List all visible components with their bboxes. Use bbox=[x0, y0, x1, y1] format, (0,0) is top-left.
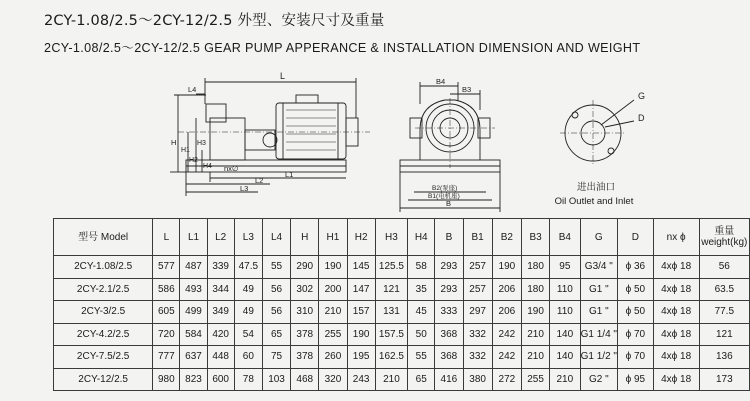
header-B: B bbox=[435, 219, 463, 256]
pump-body bbox=[210, 118, 245, 160]
value-cell: 103 bbox=[262, 368, 290, 391]
header-D: D bbox=[618, 219, 654, 256]
value-cell: 980 bbox=[153, 368, 180, 391]
label-B1-note: B1(电机座) bbox=[428, 193, 460, 200]
label-L4: L4 bbox=[188, 85, 197, 94]
value-cell: 77.5 bbox=[699, 301, 749, 324]
value-cell: G2 " bbox=[580, 368, 618, 391]
value-cell: 255 bbox=[522, 368, 550, 391]
value-cell: 293 bbox=[435, 278, 463, 301]
label-H3: H3 bbox=[197, 140, 206, 147]
value-cell: 586 bbox=[153, 278, 180, 301]
dimension-table bbox=[53, 218, 750, 391]
value-cell: 378 bbox=[291, 323, 319, 346]
value-cell: 110 bbox=[550, 278, 580, 301]
label-L: L bbox=[280, 71, 286, 81]
value-cell: 162.5 bbox=[375, 346, 407, 369]
value-cell: 56 bbox=[262, 278, 290, 301]
value-cell: 55 bbox=[408, 346, 435, 369]
label-B: B bbox=[446, 199, 452, 208]
value-cell: 147 bbox=[347, 278, 375, 301]
value-cell: 4xϕ 18 bbox=[653, 278, 699, 301]
value-cell: 210 bbox=[375, 368, 407, 391]
value-cell: 65 bbox=[408, 368, 435, 391]
header-H: H bbox=[291, 219, 319, 256]
value-cell: 349 bbox=[207, 301, 234, 324]
header-B4: B4 bbox=[550, 219, 580, 256]
header-L1: L1 bbox=[180, 219, 207, 256]
label-H4: H4 bbox=[203, 163, 212, 170]
value-cell: 35 bbox=[408, 278, 435, 301]
value-cell: 272 bbox=[492, 368, 521, 391]
value-cell: 468 bbox=[291, 368, 319, 391]
value-cell: 190 bbox=[319, 256, 347, 279]
value-cell: 302 bbox=[291, 278, 319, 301]
model-cell: 2CY-7.5/2.5 bbox=[54, 346, 153, 369]
model-cell: 2CY-2.1/2.5 bbox=[54, 278, 153, 301]
header-H3: H3 bbox=[375, 219, 407, 256]
label-G: G bbox=[638, 91, 646, 101]
value-cell: 210 bbox=[522, 346, 550, 369]
value-cell: G3/4 " bbox=[580, 256, 618, 279]
table-header-row bbox=[54, 219, 750, 256]
value-cell: 140 bbox=[550, 323, 580, 346]
value-cell: ϕ 50 bbox=[618, 301, 654, 324]
value-cell: 339 bbox=[207, 256, 234, 279]
value-cell: 157.5 bbox=[375, 323, 407, 346]
value-cell: 290 bbox=[291, 256, 319, 279]
model-cell: 2CY-12/2.5 bbox=[54, 368, 153, 391]
value-cell: 145 bbox=[347, 256, 375, 279]
value-cell: 157 bbox=[347, 301, 375, 324]
value-cell: 257 bbox=[463, 256, 492, 279]
label-B4: B4 bbox=[436, 77, 446, 86]
label-H1: H1 bbox=[181, 147, 190, 154]
value-cell: 45 bbox=[408, 301, 435, 324]
value-cell: 4xϕ 18 bbox=[653, 256, 699, 279]
value-cell: ϕ 36 bbox=[618, 256, 654, 279]
table-row bbox=[54, 323, 750, 346]
value-cell: 125.5 bbox=[375, 256, 407, 279]
value-cell: 378 bbox=[291, 346, 319, 369]
header-G: G bbox=[580, 219, 618, 256]
value-cell: G1 " bbox=[580, 301, 618, 324]
value-cell: 65 bbox=[262, 323, 290, 346]
value-cell: 195 bbox=[347, 346, 375, 369]
value-cell: 332 bbox=[463, 346, 492, 369]
value-cell: 210 bbox=[522, 323, 550, 346]
value-cell: 493 bbox=[180, 278, 207, 301]
value-cell: 60 bbox=[234, 346, 262, 369]
model-cell: 2CY-4.2/2.5 bbox=[54, 323, 153, 346]
value-cell: 206 bbox=[492, 301, 521, 324]
value-cell: 140 bbox=[550, 346, 580, 369]
motor-body bbox=[276, 103, 346, 159]
value-cell: 420 bbox=[207, 323, 234, 346]
value-cell: ϕ 95 bbox=[618, 368, 654, 391]
value-cell: 131 bbox=[375, 301, 407, 324]
value-cell: 257 bbox=[463, 278, 492, 301]
value-cell: 584 bbox=[180, 323, 207, 346]
value-cell: 720 bbox=[153, 323, 180, 346]
value-cell: 368 bbox=[435, 346, 463, 369]
model-cell: 2CY-3/2.5 bbox=[54, 301, 153, 324]
value-cell: 380 bbox=[463, 368, 492, 391]
label-L1: L1 bbox=[285, 170, 294, 179]
value-cell: G1 1/2 " bbox=[580, 346, 618, 369]
value-cell: 448 bbox=[207, 346, 234, 369]
value-cell: 58 bbox=[408, 256, 435, 279]
value-cell: 368 bbox=[435, 323, 463, 346]
value-cell: 95 bbox=[550, 256, 580, 279]
value-cell: 333 bbox=[435, 301, 463, 324]
table-row bbox=[54, 346, 750, 369]
value-cell: 4xϕ 18 bbox=[653, 323, 699, 346]
value-cell: 577 bbox=[153, 256, 180, 279]
header-H4: H4 bbox=[408, 219, 435, 256]
value-cell: 242 bbox=[492, 323, 521, 346]
header-L2: L2 bbox=[207, 219, 234, 256]
value-cell: 190 bbox=[522, 301, 550, 324]
value-cell: 4xϕ 18 bbox=[653, 301, 699, 324]
value-cell: 121 bbox=[699, 323, 749, 346]
value-cell: G1 " bbox=[580, 278, 618, 301]
value-cell: 310 bbox=[291, 301, 319, 324]
label-L2: L2 bbox=[255, 176, 264, 185]
table-row bbox=[54, 278, 750, 301]
value-cell: 47.5 bbox=[234, 256, 262, 279]
value-cell: 56 bbox=[699, 256, 749, 279]
value-cell: 50 bbox=[408, 323, 435, 346]
header-B1: B1 bbox=[463, 219, 492, 256]
value-cell: 54 bbox=[234, 323, 262, 346]
title-english: 2CY-1.08/2.5～2CY-12/2.5 GEAR PUMP APPERANCE & INSTALLATION DIMENSION AND WEIGHT bbox=[44, 41, 641, 55]
value-cell: 190 bbox=[347, 323, 375, 346]
value-cell: 75 bbox=[262, 346, 290, 369]
value-cell: 210 bbox=[550, 368, 580, 391]
value-cell: 190 bbox=[492, 256, 521, 279]
value-cell: 242 bbox=[492, 346, 521, 369]
value-cell: 56 bbox=[262, 301, 290, 324]
value-cell: 55 bbox=[262, 256, 290, 279]
header-nxphi: nx ϕ bbox=[653, 219, 699, 256]
value-cell: 777 bbox=[153, 346, 180, 369]
label-B2-note: B2(泵座) bbox=[432, 185, 458, 192]
value-cell: 255 bbox=[319, 323, 347, 346]
value-cell: 605 bbox=[153, 301, 180, 324]
value-cell: 320 bbox=[319, 368, 347, 391]
value-cell: 243 bbox=[347, 368, 375, 391]
value-cell: 200 bbox=[319, 278, 347, 301]
value-cell: 260 bbox=[319, 346, 347, 369]
value-cell: 49 bbox=[234, 301, 262, 324]
value-cell: 49 bbox=[234, 278, 262, 301]
table-row bbox=[54, 256, 750, 279]
value-cell: 4xϕ 18 bbox=[653, 346, 699, 369]
value-cell: 487 bbox=[180, 256, 207, 279]
label-B3: B3 bbox=[462, 85, 472, 94]
value-cell: 180 bbox=[522, 278, 550, 301]
value-cell: 637 bbox=[180, 346, 207, 369]
label-H2: H2 bbox=[189, 157, 198, 164]
value-cell: ϕ 70 bbox=[618, 323, 654, 346]
value-cell: 293 bbox=[435, 256, 463, 279]
value-cell: 416 bbox=[435, 368, 463, 391]
header-L: L bbox=[153, 219, 180, 256]
value-cell: 136 bbox=[699, 346, 749, 369]
title-chinese: 2CY-1.08/2.5～2CY-12/2.5 外型、安装尺寸及重量 bbox=[44, 13, 385, 29]
value-cell: 332 bbox=[463, 323, 492, 346]
label-L3: L3 bbox=[240, 184, 249, 193]
value-cell: 173 bbox=[699, 368, 749, 391]
header-L4: L4 bbox=[262, 219, 290, 256]
value-cell: ϕ 50 bbox=[618, 278, 654, 301]
value-cell: G1 1/4 " bbox=[580, 323, 618, 346]
header-B2: B2 bbox=[492, 219, 521, 256]
value-cell: 499 bbox=[180, 301, 207, 324]
value-cell: 206 bbox=[492, 278, 521, 301]
value-cell: 4xϕ 18 bbox=[653, 368, 699, 391]
caption-oil-port-en: Oil Outlet and Inlet bbox=[554, 196, 634, 207]
value-cell: 121 bbox=[375, 278, 407, 301]
value-cell: ϕ 70 bbox=[618, 346, 654, 369]
table-row bbox=[54, 301, 750, 324]
value-cell: 78 bbox=[234, 368, 262, 391]
label-H: H bbox=[171, 138, 177, 147]
label-nxphi: nx∅ bbox=[224, 164, 239, 173]
model-cell: 2CY-1.08/2.5 bbox=[54, 256, 153, 279]
caption-oil-port-cn: 进出油口 bbox=[576, 182, 615, 193]
header-H2: H2 bbox=[347, 219, 375, 256]
header-B3: B3 bbox=[522, 219, 550, 256]
value-cell: 110 bbox=[550, 301, 580, 324]
value-cell: 63.5 bbox=[699, 278, 749, 301]
value-cell: 600 bbox=[207, 368, 234, 391]
table-row bbox=[54, 368, 750, 391]
header-H1: H1 bbox=[319, 219, 347, 256]
value-cell: 823 bbox=[180, 368, 207, 391]
label-D: D bbox=[638, 113, 645, 123]
value-cell: 297 bbox=[463, 301, 492, 324]
value-cell: 344 bbox=[207, 278, 234, 301]
header-model: 型号 Model bbox=[54, 219, 153, 256]
header-L3: L3 bbox=[234, 219, 262, 256]
value-cell: 180 bbox=[522, 256, 550, 279]
value-cell: 210 bbox=[319, 301, 347, 324]
header-weight: 重量 weight(kg) bbox=[699, 219, 749, 256]
